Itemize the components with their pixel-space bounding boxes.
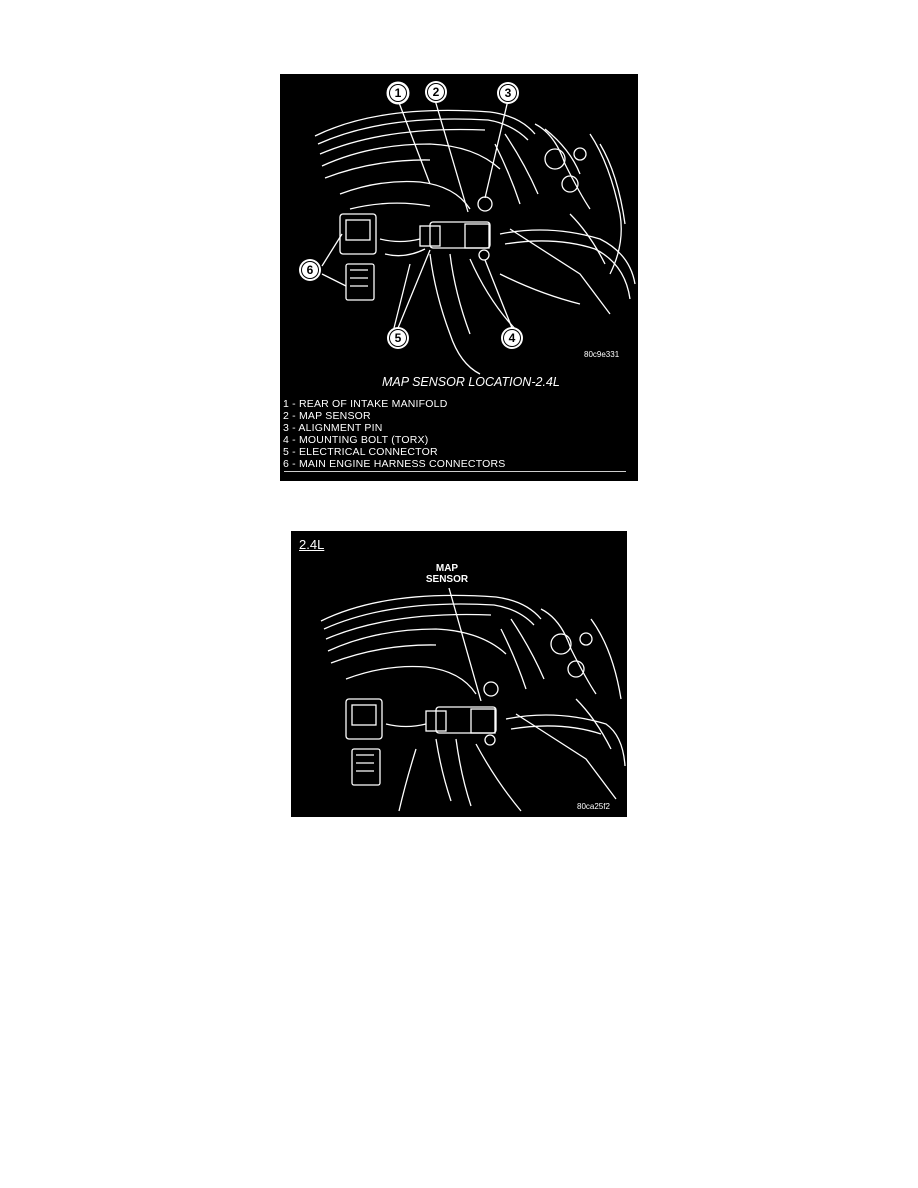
callout-1 [387,82,409,104]
callout-5-label: 5 [394,331,402,345]
callout-6-label: 6 [306,263,314,277]
callout-3 [497,82,519,104]
callout-2 [425,81,447,103]
legend-item: 4 - MOUNTING BOLT (TORX) [283,434,429,446]
figure-code: 80c9e331 [584,350,620,359]
callout-4 [501,327,523,349]
callout-line-2: SENSOR [425,574,469,585]
callout-5 [387,327,409,349]
callout-6 [299,259,321,281]
legend-divider [284,471,626,472]
legend-item: 1 - REAR OF INTAKE MANIFOLD [283,398,448,410]
callout-3-label: 3 [504,86,512,100]
figure-title: MAP SENSOR LOCATION-2.4L [382,375,560,389]
callout-line-1: MAP [435,563,459,574]
legend-item: 3 - ALIGNMENT PIN [283,422,383,434]
map-sensor-callout [417,563,477,585]
callout-4-label: 4 [508,331,516,345]
map-sensor-location-figure [280,74,638,481]
callout-2-label: 2 [432,85,440,99]
legend-item: 6 - MAIN ENGINE HARNESS CONNECTORS [283,458,506,470]
engine-label: 2.4L [299,537,325,552]
callout-1-label: 1 [394,86,402,100]
legend-list [283,398,505,470]
legend-item: 5 - ELECTRICAL CONNECTOR [283,446,438,458]
map-sensor-figure-2-4l [291,531,627,817]
legend-item: 2 - MAP SENSOR [283,410,371,422]
figure-code: 80ca25f2 [577,802,610,811]
